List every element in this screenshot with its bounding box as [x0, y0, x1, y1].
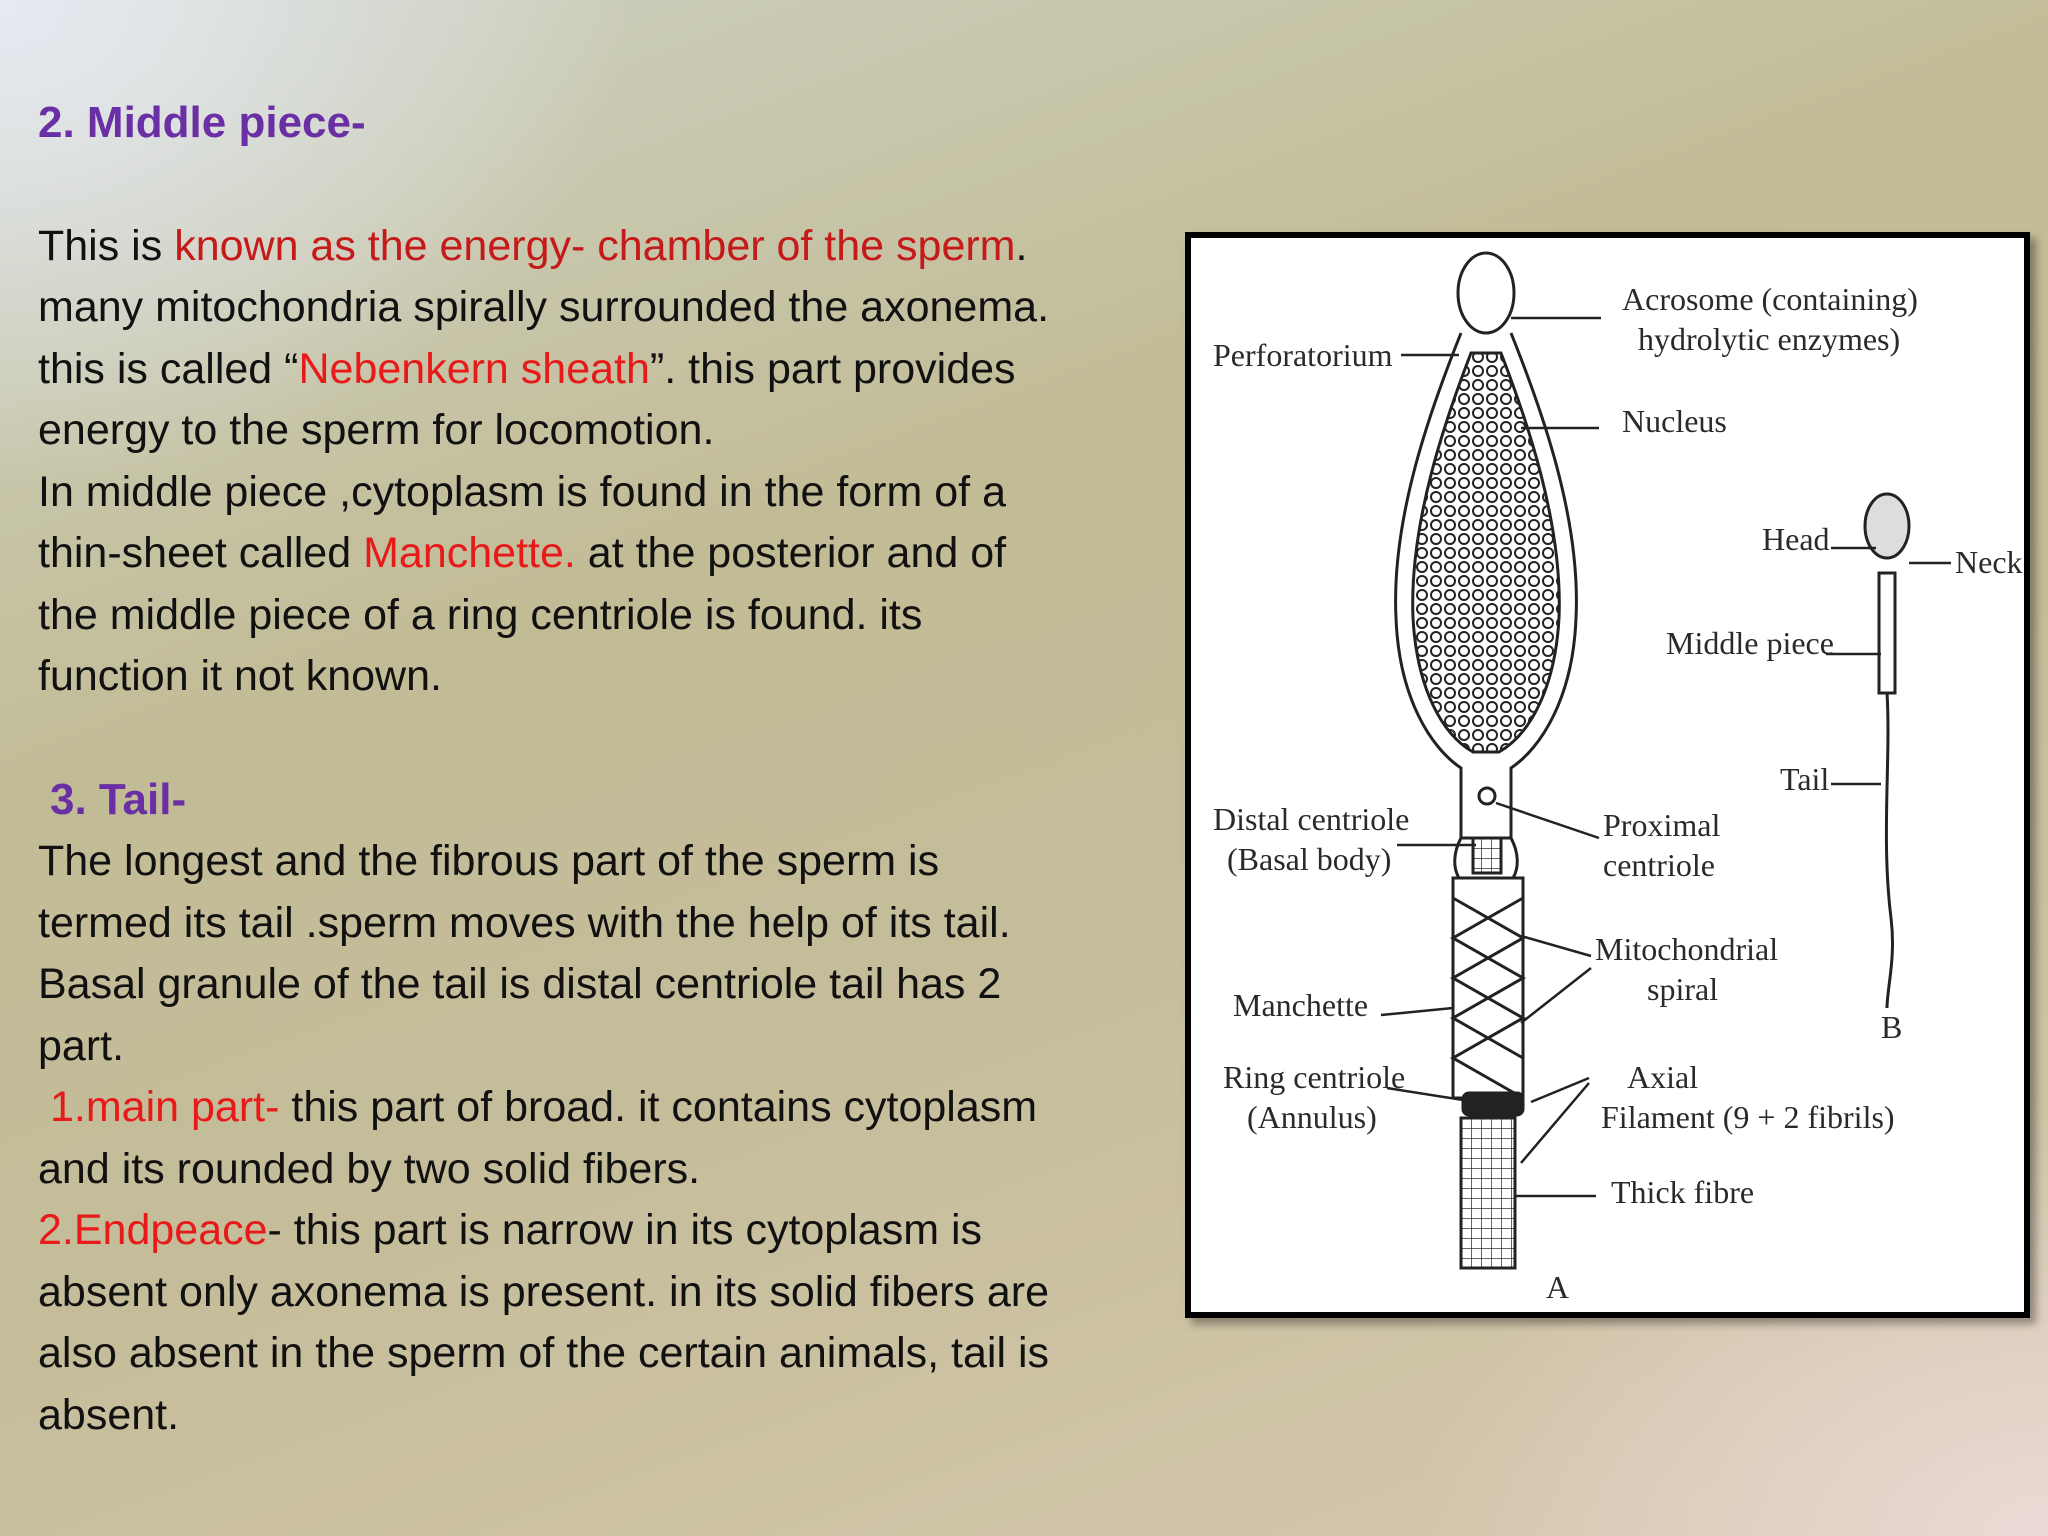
- text-line: part.: [38, 1021, 125, 1070]
- label-mitochondrial: Mitochondrial: [1595, 931, 1779, 967]
- label-nucleus: Nucleus: [1622, 403, 1727, 439]
- text-span: this part of broad. it contains cytoplasm: [279, 1083, 1038, 1131]
- acrosome-shape: [1458, 253, 1514, 333]
- sperm-diagram-svg: [1191, 238, 2024, 1312]
- tail-outline: [1461, 1118, 1515, 1268]
- text-line: many mitochondria spirally surrounded the axonema.: [38, 283, 1050, 331]
- text-line: [38, 216, 1158, 278]
- ring-centriole-shape: [1463, 1093, 1523, 1115]
- highlight-nebenkern: Nebenkern sheath: [298, 344, 650, 393]
- text-span: this is called “: [38, 344, 299, 393]
- text-line: function it not known.: [38, 652, 442, 700]
- neck-region: [1455, 788, 1518, 878]
- highlight-manchette: Manchette.: [363, 529, 576, 577]
- tail-heading: 3. Tail-: [50, 775, 187, 824]
- mitochondrial-spiral-shape: [1453, 898, 1523, 1098]
- text-line: Basal granule of the tail is distal centriole tail has 2: [38, 960, 1002, 1008]
- label-acrosome-2: hydrolytic enzymes): [1638, 321, 1901, 357]
- label-tail: Tail: [1780, 761, 1830, 797]
- label-thick-fibre: Thick fibre: [1611, 1174, 1755, 1210]
- label-annulus: (Annulus): [1247, 1099, 1377, 1135]
- label-neck: Neck: [1955, 544, 2023, 580]
- text-span: - this part is narrow in its cytoplasm is: [267, 1206, 983, 1254]
- label-fig-b: B: [1881, 1009, 1903, 1045]
- label-ring-centriole: Ring centriole: [1223, 1059, 1406, 1095]
- label-distal-centriole: Distal centriole: [1213, 801, 1410, 837]
- text-span: .: [1015, 221, 1028, 270]
- nucleus-shape: [1413, 353, 1560, 752]
- text-line: [38, 339, 1158, 401]
- label-filament: Filament (9 + 2 fibrils): [1601, 1099, 1895, 1135]
- text-line: [38, 1077, 1158, 1139]
- label-fig-a: A: [1546, 1269, 1570, 1305]
- text-span: This is: [38, 221, 175, 270]
- label-middle-piece: Middle piece: [1666, 625, 1834, 661]
- distal-centriole-shape: [1473, 838, 1501, 873]
- label-proximal: Proximal: [1603, 807, 1721, 843]
- text-line: and its rounded by two solid fibers.: [38, 1144, 701, 1193]
- highlight-energy-chamber: known as the energy- chamber of the sperm: [174, 221, 1016, 270]
- text-line: also absent in the sperm of the certain animals, tail is: [38, 1329, 1050, 1377]
- text-line: termed its tail .sperm moves with the help of its tail.: [38, 898, 1011, 947]
- middle-piece-heading: 2. Middle piece-: [38, 98, 366, 147]
- sperm-head-outline: [1396, 253, 1577, 838]
- label-perforatorium: Perforatorium: [1213, 337, 1393, 373]
- tail-shape: [1461, 1118, 1515, 1268]
- sperm-diagram: [1185, 232, 2030, 1318]
- middle-piece-shape: [1453, 878, 1523, 1115]
- label-spiral: spiral: [1647, 971, 1719, 1007]
- text-line: [38, 1200, 1158, 1262]
- slide-text: [38, 92, 1158, 1446]
- text-line: energy to the sperm for locomotion.: [38, 406, 715, 454]
- spacer: [38, 154, 1158, 216]
- text-span: at the posterior and of: [575, 529, 1007, 577]
- spacer: [38, 708, 1158, 770]
- text-line: The longest and the fibrous part of the sperm is: [38, 837, 940, 885]
- sperm-b-shape: [1865, 494, 1909, 1008]
- highlight-main-part: 1.main part-: [50, 1083, 280, 1131]
- label-axial: Axial: [1627, 1059, 1699, 1095]
- text-span: ”. this part provides: [649, 344, 1016, 393]
- text-span: thin-sheet called: [38, 529, 364, 577]
- sperm-b-tail: [1886, 693, 1892, 1008]
- text-line: absent.: [38, 1390, 180, 1439]
- text-line: absent only axonema is present. in its solid fibers are: [38, 1267, 1050, 1316]
- label-centriole: centriole: [1603, 847, 1715, 883]
- sperm-b-middle: [1879, 573, 1895, 693]
- text-line: In middle piece ,cytoplasm is found in the form of a: [38, 467, 1006, 516]
- label-manchette: Manchette: [1233, 987, 1369, 1023]
- proximal-centriole-shape: [1479, 788, 1495, 804]
- text-line: the middle piece of a ring centriole is found. its: [38, 590, 923, 639]
- text-line: [38, 523, 1158, 585]
- label-basal-body: (Basal body): [1227, 841, 1392, 877]
- highlight-endpeace: 2.Endpeace: [38, 1206, 268, 1254]
- label-acrosome: Acrosome (containing): [1622, 281, 1918, 317]
- label-head: Head: [1762, 521, 1830, 557]
